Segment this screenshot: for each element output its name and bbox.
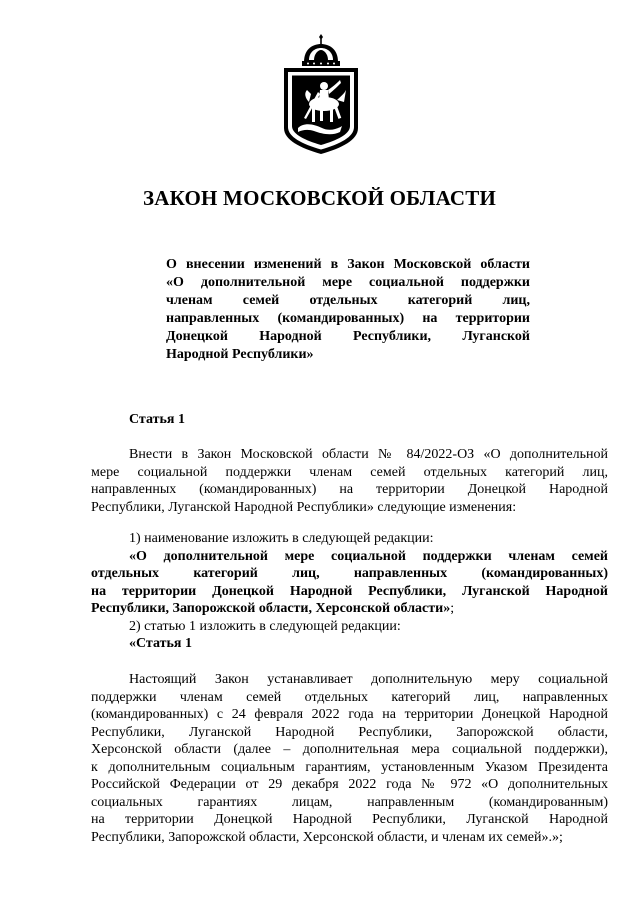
coat-of-arms-emblem [278,32,364,156]
law-subject [166,256,530,364]
quoted-line: Российской Федерации от 29 декабря 2022 года № 972 «О дополнительных [91,777,608,792]
new-name-line: на территории Донецкой Народной Республики, Луганской Народной [91,583,608,599]
subject-line: направленных (командированных) на территории [166,311,530,326]
law-title: ЗАКОН МОСКОВСКОЙ ОБЛАСТИ [142,186,497,210]
crown-icon [302,34,340,66]
subject-line: Донецкой Народной Республики, Луганской [166,329,530,344]
intro-line: мере социальной поддержки членам семей отдельных категорий лиц, [91,464,608,480]
intro-line: Республики, Луганской Народной Республики» следующие изменения: [91,499,517,515]
subject-line: Народной Республики» [166,347,314,362]
item-1: 1) наименование изложить в следующей редакции: [129,531,434,546]
intro-line: Внести в Закон Московской области № 84/2022-ОЗ «О дополнительной [129,447,608,462]
item-2: 2) статью 1 изложить в следующей редакции: [129,618,401,634]
new-name-last-line [91,600,608,618]
new-name-tail: ; [450,601,455,616]
quoted-article-heading: «Статья 1 [129,636,192,651]
subject-line: О внесении изменений в Закон Московской области [166,257,530,272]
quoted-line: на территории Донецкой Народной Республики, Луганской Народной [91,812,608,827]
quoted-article-text [91,671,608,846]
intro-line: направленных (командированных) на территории Донецкой Народной [91,482,608,497]
quoted-line: Республики, Запорожской области, Херсонской области, и членам их семей».»; [91,829,563,845]
quoted-line: (командированных) с 24 февраля 2022 года на территории Донецкой Народной [91,707,608,722]
quoted-line: социальных гарантиях лицам, направленным (командированным) [91,794,608,810]
quoted-line: Настоящий Закон устанавливает дополнительную меру социальной [129,672,608,687]
article-intro [91,446,608,516]
new-name-line: отдельных категорий лиц, направленных (командированных) [91,566,608,581]
quoted-line: к дополнительным социальным гарантиям, установленным Указом Президента [91,759,608,775]
new-name-line: Республики, Запорожской области, Херсонской области» [91,601,451,616]
new-name-line: «О дополнительной мере социальной поддержки членам семей [129,548,608,564]
quoted-line: Республики, Луганской Народной Республики, Запорожской области, [91,724,608,740]
article-heading: Статья 1 [129,412,185,427]
quoted-line: Херсонской области (далее – дополнительная мера социальной поддержки), [91,742,608,757]
quoted-line: поддержки членам семей отдельных категорий лиц, направленных [91,689,608,705]
amendment-list [91,530,608,653]
subject-line: членам семей отдельных категорий лиц, [166,293,530,308]
subject-line: «О дополнительной мере социальной поддержки [166,275,530,290]
